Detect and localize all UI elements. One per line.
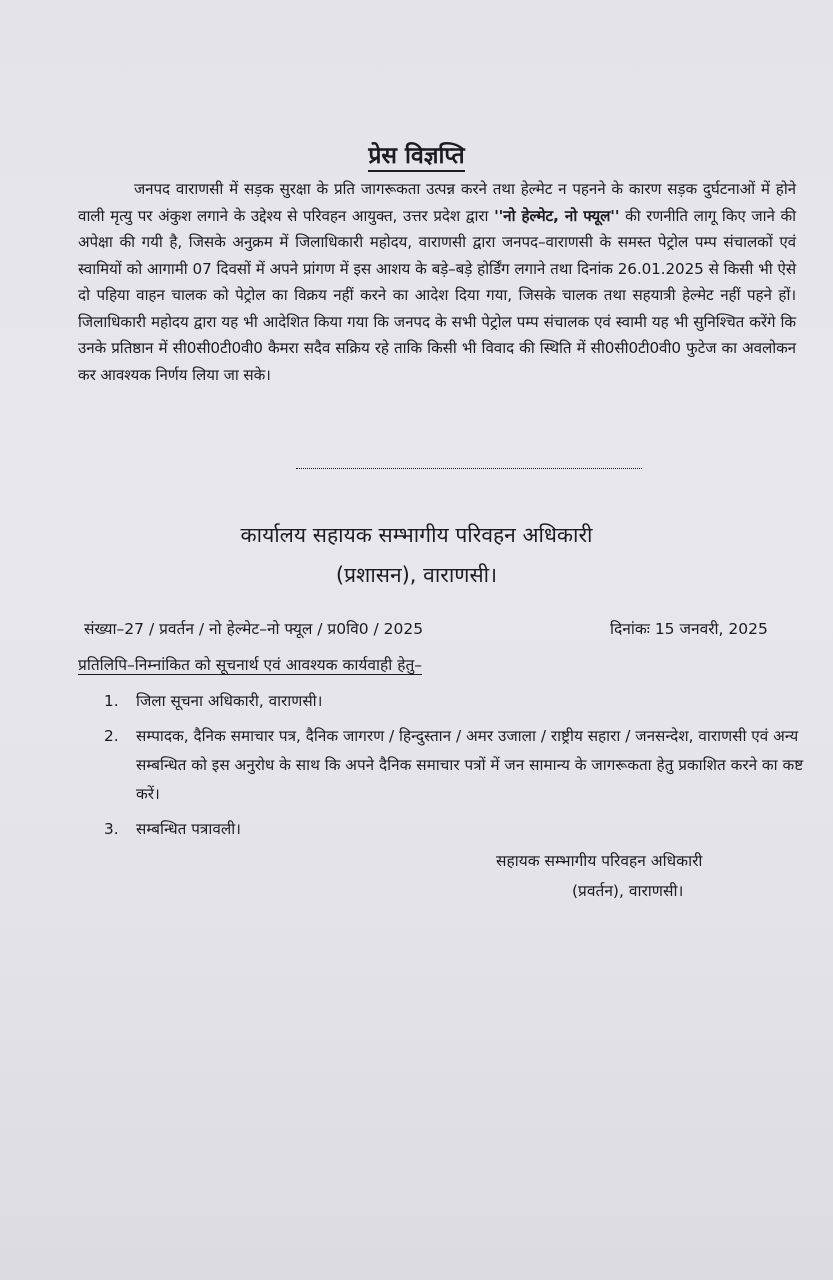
- list-item-text: सम्बन्धित पत्रावली।: [136, 820, 241, 838]
- signature-block: [496, 846, 702, 906]
- list-item: [104, 687, 804, 716]
- copy-to-heading: [78, 653, 422, 675]
- signature-designation: सहायक सम्भागीय परिवहन अधिकारी: [496, 852, 703, 870]
- list-item-text: सम्पादक, दैनिक समाचार पत्र, दैनिक जागरण / हिन्दुस्तान / अमर उजाला / राष्ट्रीय सहारा / जनसन्देश, वाराणसी एवं अन्य सम्बन्धित को इस अनुरोध के साथ कि अपने दैनिक समाचार पत्रों में जन सामान्य के जागरूकता हेतु प्रकाशित करने का कष्ट करें।: [136, 727, 804, 803]
- paragraph-part-2: की रणनीति लागू किए जाने की अपेक्षा की गयी है, जिसके अनुक्रम में जिलाधिकारी महोदय, वाराणसी द्वारा जनपद–वाराणसी के समस्त पेट्रोल पम्प संचालकों एवं स्वामियों को आगामी 07 दिवसों में अपने प्रांगण में इस आशय के बड़े–बड़े होर्डिंग लगाने तथा दिनांक 26.01.2025 से किसी भी ऐसे दो पहिया वाहन चालक को पेट्रोल का विक्रय नहीं करने का आदेश दिया गया, जिसके चालक तथा सहयात्री हेल्मेट नहीं पहने हों। जिलाधिकारी महोदय द्वारा यह भी आदेशित किया गया कि जनपद के सभी पेट्रोल पम्प संचालक एवं स्वामी यह भी सुनिश्चित करेंगे कि उनके प्रतिष्ठान में सी0सी0टी0वी0 कैमरा सदैव सक्रिय रहे ताकि किसी भी विवाद की स्थिति में सी0सी0टी0वी0 फुटेज का अवलोकन कर आवश्यक निर्णय लिया जा सके।: [78, 206, 797, 384]
- list-item-number: 3.: [104, 820, 119, 838]
- list-item: [104, 722, 804, 809]
- list-item-number: 2.: [104, 727, 119, 745]
- document-date: दिनांकः 15 जनवरी, 2025: [610, 620, 768, 638]
- list-item-number: 1.: [104, 692, 119, 710]
- signature-office: (प्रवर्तन), वाराणसी।: [572, 882, 684, 900]
- office-heading-line-2: (प्रशासन), वाराणसी।: [335, 563, 498, 587]
- copy-to-heading-text: प्रतिलिपि–निम्नांकित को सूचनार्थ एवं आवश्यक कार्यवाही हेतु–: [78, 656, 423, 674]
- document-title: [0, 138, 833, 170]
- paragraph-bold-slogan: ''नो हेल्मेट, नो फ्यूल'': [494, 206, 620, 225]
- paragraph-part-1: जनपद वाराणसी में सड़क सुरक्षा के प्रति जागरूकता उत्पन्न करने तथा हेल्मेट न पहनने के कारण सड़क दुर्घटनाओं में होने वाली मृत्यु पर अंकुश लगाने के उद्देश्य से परिवहन आयुक्त, उत्तर प्रदेश द्वारा: [78, 180, 796, 225]
- office-heading-line-1: कार्यालय सहायक सम्भागीय परिवहन अधिकारी: [240, 523, 593, 547]
- press-release-paragraph: [78, 176, 796, 388]
- document-title-text: प्रेस विज्ञप्ति: [368, 143, 464, 172]
- copy-to-list: [104, 687, 804, 850]
- reference-number: संख्या–27 / प्रवर्तन / नो हेल्मेट–नो फ्यूल / प्र0वि0 / 2025: [84, 620, 424, 638]
- dotted-separator: [296, 468, 642, 469]
- list-item: [104, 815, 804, 844]
- list-item-text: जिला सूचना अधिकारी, वाराणसी।: [136, 692, 323, 710]
